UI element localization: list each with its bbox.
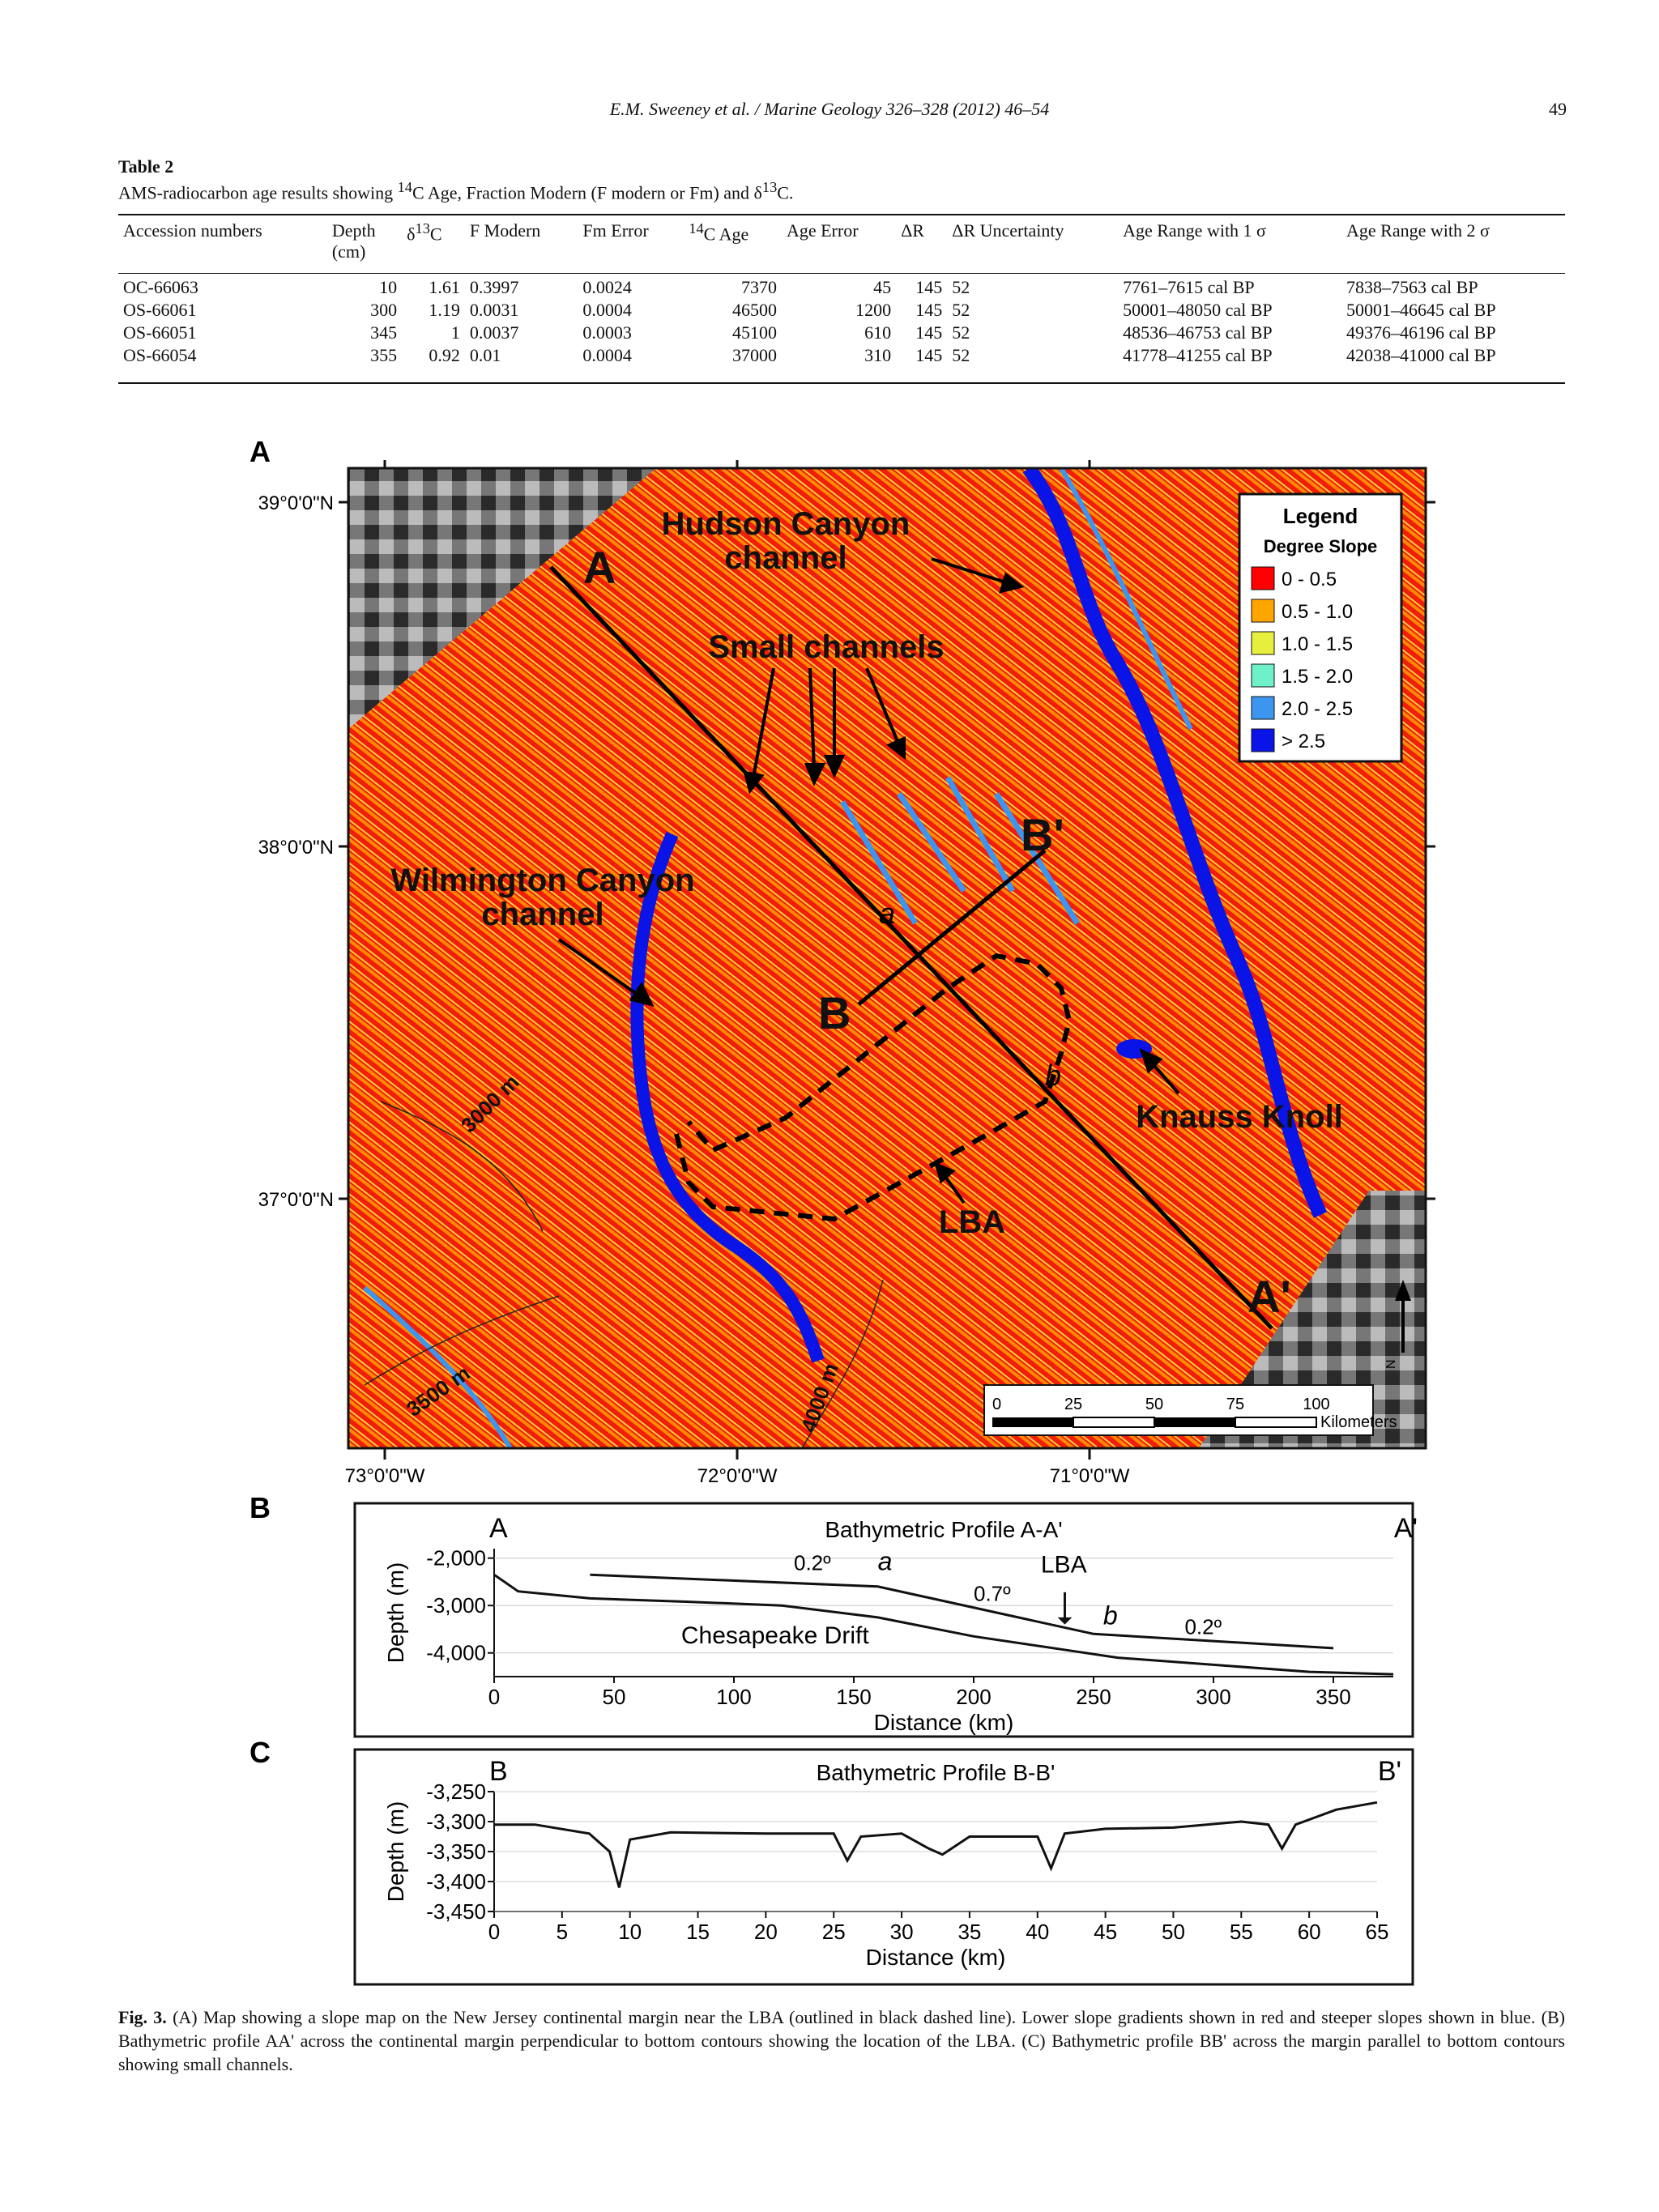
profile-title: Bathymetric Profile A-A' [825, 1517, 1063, 1542]
table-bottom-rule [118, 382, 1565, 384]
profiles-svg [243, 1490, 1426, 1993]
table-cell: 355 [370, 345, 398, 365]
y-tick-label: -3,250 [426, 1779, 486, 1804]
profile-title: Bathymetric Profile B-B' [816, 1760, 1056, 1785]
x-tick-label: 45 [1094, 1920, 1118, 1944]
lon-label-72: 72°0'0"W [697, 1465, 778, 1487]
table-cell: 0.0037 [469, 322, 519, 343]
label-wilmington-1: Wilmington Canyon [390, 863, 695, 898]
col-range-1s: Age Range with 1 σ [1123, 220, 1266, 241]
y-tick-label: -3,450 [426, 1899, 486, 1924]
gradient-label-1: 0.2º [794, 1550, 831, 1575]
table-cell: 45 [873, 277, 892, 297]
table-cell: 52 [952, 277, 970, 297]
legend-label: 1.5 - 2.0 [1282, 666, 1354, 688]
x-tick-label: 150 [836, 1685, 872, 1709]
label-contour-3000: 3000 m [456, 1069, 524, 1138]
table-cell: 46500 [731, 300, 777, 320]
table-cell: 145 [915, 345, 943, 365]
legend-swatch [1252, 664, 1274, 687]
y-tick-label: -4,000 [426, 1640, 486, 1665]
panel-label-c: C [249, 1736, 271, 1769]
x-tick-label: 65 [1365, 1920, 1389, 1944]
label-a-prime: A' [1247, 1271, 1291, 1322]
table-cell: 52 [952, 322, 970, 343]
col-range-2s: Age Range with 2 σ [1346, 220, 1490, 241]
x-tick-label: 0 [488, 1920, 501, 1944]
label-wilmington-2: channel [481, 897, 604, 932]
lat-label-38: 38°0'0"N [258, 837, 334, 859]
scale-bar [984, 1385, 1397, 1435]
table-row [118, 299, 1565, 322]
x-tick-label: 15 [686, 1920, 710, 1944]
label-a-small: a [879, 897, 896, 930]
legend-swatch [1252, 599, 1274, 622]
x-tick-label: 200 [956, 1685, 992, 1709]
table-cell: 37000 [731, 345, 777, 365]
y-axis-label: Depth (m) [383, 1562, 408, 1664]
table-cell: 0.0004 [582, 300, 632, 320]
scale-tick-label: 50 [1145, 1396, 1164, 1413]
y-tick-label: -2,000 [426, 1545, 486, 1571]
col-c14-age: $^{14}$C Age [689, 220, 749, 245]
y-tick-label: -3,400 [426, 1869, 486, 1894]
table-cell: 7838–7563 cal BP [1346, 277, 1478, 297]
x-axis-label: Distance (km) [873, 1710, 1014, 1735]
table-cell: 52 [952, 345, 970, 365]
table-cell: 1.19 [429, 300, 460, 320]
y-tick-label: -3,350 [426, 1839, 486, 1864]
north-label: N [1384, 1359, 1398, 1369]
figure-label: Fig. 3. [118, 2007, 167, 2027]
table-cell: 50001–48050 cal BP [1123, 300, 1273, 320]
legend-swatch [1252, 632, 1274, 654]
table-cell: 0.01 [469, 345, 501, 365]
gradient-label-2: 0.7º [974, 1581, 1011, 1606]
table-cell: OS-66054 [123, 345, 197, 365]
legend-label: 0 - 0.5 [1282, 569, 1337, 590]
table-cell: 610 [864, 322, 892, 343]
x-tick-label: 25 [821, 1920, 846, 1944]
table-cell: 0.0003 [582, 322, 632, 343]
profile-end-label: B' [1377, 1756, 1401, 1787]
table-cell: 7370 [740, 277, 777, 297]
table-body [118, 272, 1565, 367]
page-number: 49 [1549, 99, 1567, 119]
lba-label: LBA [1040, 1551, 1087, 1579]
x-tick-label: 50 [602, 1685, 626, 1709]
x-tick-label: 55 [1229, 1920, 1253, 1944]
profile-start-label: B [489, 1756, 508, 1787]
x-tick-label: 35 [957, 1920, 982, 1944]
x-tick-label: 50 [1162, 1920, 1185, 1944]
scale-tick-label: 25 [1064, 1396, 1083, 1413]
table-title: Table 2 [118, 156, 174, 177]
col-accession: Accession numbers [123, 220, 262, 241]
lon-label-71: 71°0'0"W [1049, 1465, 1130, 1487]
x-tick-label: 0 [488, 1685, 501, 1709]
legend-label: 0.5 - 1.0 [1282, 601, 1354, 623]
col-depth: Depth (cm) [331, 220, 376, 262]
table-cell: 310 [864, 345, 892, 365]
label-hudson-1: Hudson Canyon [661, 506, 911, 542]
profile-end-label: A' [1393, 1513, 1418, 1544]
table-top-rule [118, 214, 1565, 215]
slope-map [219, 437, 1450, 1490]
x-tick-label: 250 [1076, 1685, 1111, 1709]
col-fm-error: Fm Error [582, 220, 649, 241]
label-b: B [818, 987, 851, 1038]
slope-map-figure [219, 437, 1450, 1494]
table-cell: 1200 [855, 300, 892, 320]
legend-swatch [1252, 567, 1274, 590]
col-delta-r-unc: ΔR Uncertainty [952, 220, 1064, 241]
table-row [118, 322, 1565, 344]
scale-tick-label: 0 [992, 1396, 1002, 1413]
table-cell: OS-66061 [123, 300, 197, 320]
label-contour-4000: 4000 m [795, 1359, 843, 1436]
col-d13c: $\delta^{13}C$ [407, 220, 442, 245]
point-b-label: b [1102, 1600, 1118, 1630]
lat-label-37: 37°0'0"N [258, 1189, 334, 1211]
table-cell: 0.92 [429, 345, 460, 365]
table-cell: 49376–46196 cal BP [1346, 322, 1496, 343]
x-tick-label: 300 [1196, 1685, 1231, 1709]
table-cell: OS-66051 [123, 322, 197, 343]
point-a-label: a [877, 1546, 893, 1576]
table-row [118, 272, 1565, 299]
x-axis-label: Distance (km) [865, 1945, 1006, 1970]
gradient-label-3: 0.2º [1184, 1614, 1222, 1639]
drift-label: Chesapeake Drift [680, 1622, 869, 1650]
table-cell: 1 [450, 322, 460, 343]
label-hudson-2: channel [724, 540, 847, 576]
table-cell: 0.0024 [582, 277, 632, 297]
table-cell: 10 [379, 277, 398, 297]
label-small-channels: Small channels [708, 629, 945, 665]
table-cell: 48536–46753 cal BP [1123, 322, 1273, 343]
legend-label: > 2.5 [1282, 731, 1326, 752]
label-lba: LBA [938, 1204, 1006, 1240]
scale-tick-label: 100 [1303, 1396, 1330, 1413]
map-legend [1239, 494, 1401, 761]
table-cell: 345 [370, 322, 398, 343]
radiocarbon-table [118, 219, 1565, 367]
legend-label: 1.0 - 1.5 [1282, 633, 1354, 655]
table-cell: 0.3997 [469, 277, 519, 297]
profile-start-label: A [489, 1513, 508, 1544]
table-cell: 300 [370, 300, 398, 320]
y-axis-label: Depth (m) [383, 1801, 408, 1903]
scale-unit: Kilometers [1320, 1413, 1397, 1431]
table-cell: 0.0031 [469, 300, 519, 320]
profiles-figure [243, 1490, 1426, 1997]
table-cell: 42038–41000 cal BP [1346, 345, 1496, 365]
x-tick-label: 40 [1026, 1920, 1050, 1944]
x-tick-label: 350 [1316, 1685, 1351, 1709]
x-tick-label: 60 [1297, 1920, 1321, 1944]
col-fmodern: F Modern [469, 220, 541, 241]
panel-label-b: B [249, 1491, 271, 1524]
figure-caption-text: (A) Map showing a slope map on the New Jersey continental margin near the LBA (outlined in black dashed line). Lower slope gradients shown in red and steeper slopes shown in blue. (B) Bathymetric profile AA' across the continental margin perpendicular to bottom contours showing the location of the LBA. (C) Bathymetric profile BB' across the margin parallel to bottom contours showing small channels. [118, 2007, 1565, 2074]
label-knauss-knoll: Knauss Knoll [1136, 1099, 1343, 1135]
lon-label-73: 73°0'0"W [344, 1465, 425, 1487]
table-row [118, 344, 1565, 367]
col-delta-r: ΔR [901, 220, 924, 241]
table-cell: 41778–41255 cal BP [1123, 345, 1273, 365]
lat-label-39: 39°0'0"N [258, 492, 334, 514]
x-tick-label: 20 [753, 1920, 778, 1944]
legend-swatch [1252, 729, 1274, 752]
figure-caption [118, 2005, 1565, 2076]
label-b-prime: B' [1021, 809, 1064, 860]
table-caption: AMS-radiocarbon age results showing $^{14}$C Age, Fraction Modern (F modern or Fm) and $\delta^{13}C$. [118, 179, 794, 203]
table-cell: 52 [952, 300, 970, 320]
x-tick-label: 10 [618, 1920, 642, 1944]
legend-swatch [1252, 697, 1274, 719]
table-cell: 45100 [731, 322, 777, 343]
table-cell: 0.0004 [582, 345, 632, 365]
panel-label-a: A [249, 437, 271, 468]
legend-title: Legend [1282, 504, 1358, 528]
x-tick-label: 100 [716, 1685, 752, 1709]
label-a: A [583, 542, 616, 593]
label-b-small: b [1045, 1059, 1062, 1092]
table-cell: OC-66063 [123, 277, 198, 297]
table-cell: 145 [915, 300, 943, 320]
col-age-error: Age Error [786, 220, 859, 241]
x-tick-label: 30 [889, 1920, 914, 1944]
running-head: E.M. Sweeney et al. / Marine Geology 326–328 (2012) 46–54 [609, 99, 1050, 119]
table-cell: 145 [915, 277, 943, 297]
table-cell: 7761–7615 cal BP [1123, 277, 1255, 297]
y-tick-label: -3,000 [426, 1593, 486, 1618]
table-cell: 1.61 [429, 277, 460, 297]
legend-label: 2.0 - 2.5 [1282, 698, 1354, 720]
label-contour-3500: 3500 m [402, 1360, 475, 1421]
table-cell: 50001–46645 cal BP [1346, 300, 1496, 320]
scale-tick-label: 75 [1226, 1396, 1245, 1413]
table-cell: 145 [915, 322, 943, 343]
x-tick-label: 5 [556, 1920, 569, 1944]
legend-subtitle: Degree Slope [1263, 536, 1378, 556]
y-tick-label: -3,300 [426, 1809, 486, 1834]
